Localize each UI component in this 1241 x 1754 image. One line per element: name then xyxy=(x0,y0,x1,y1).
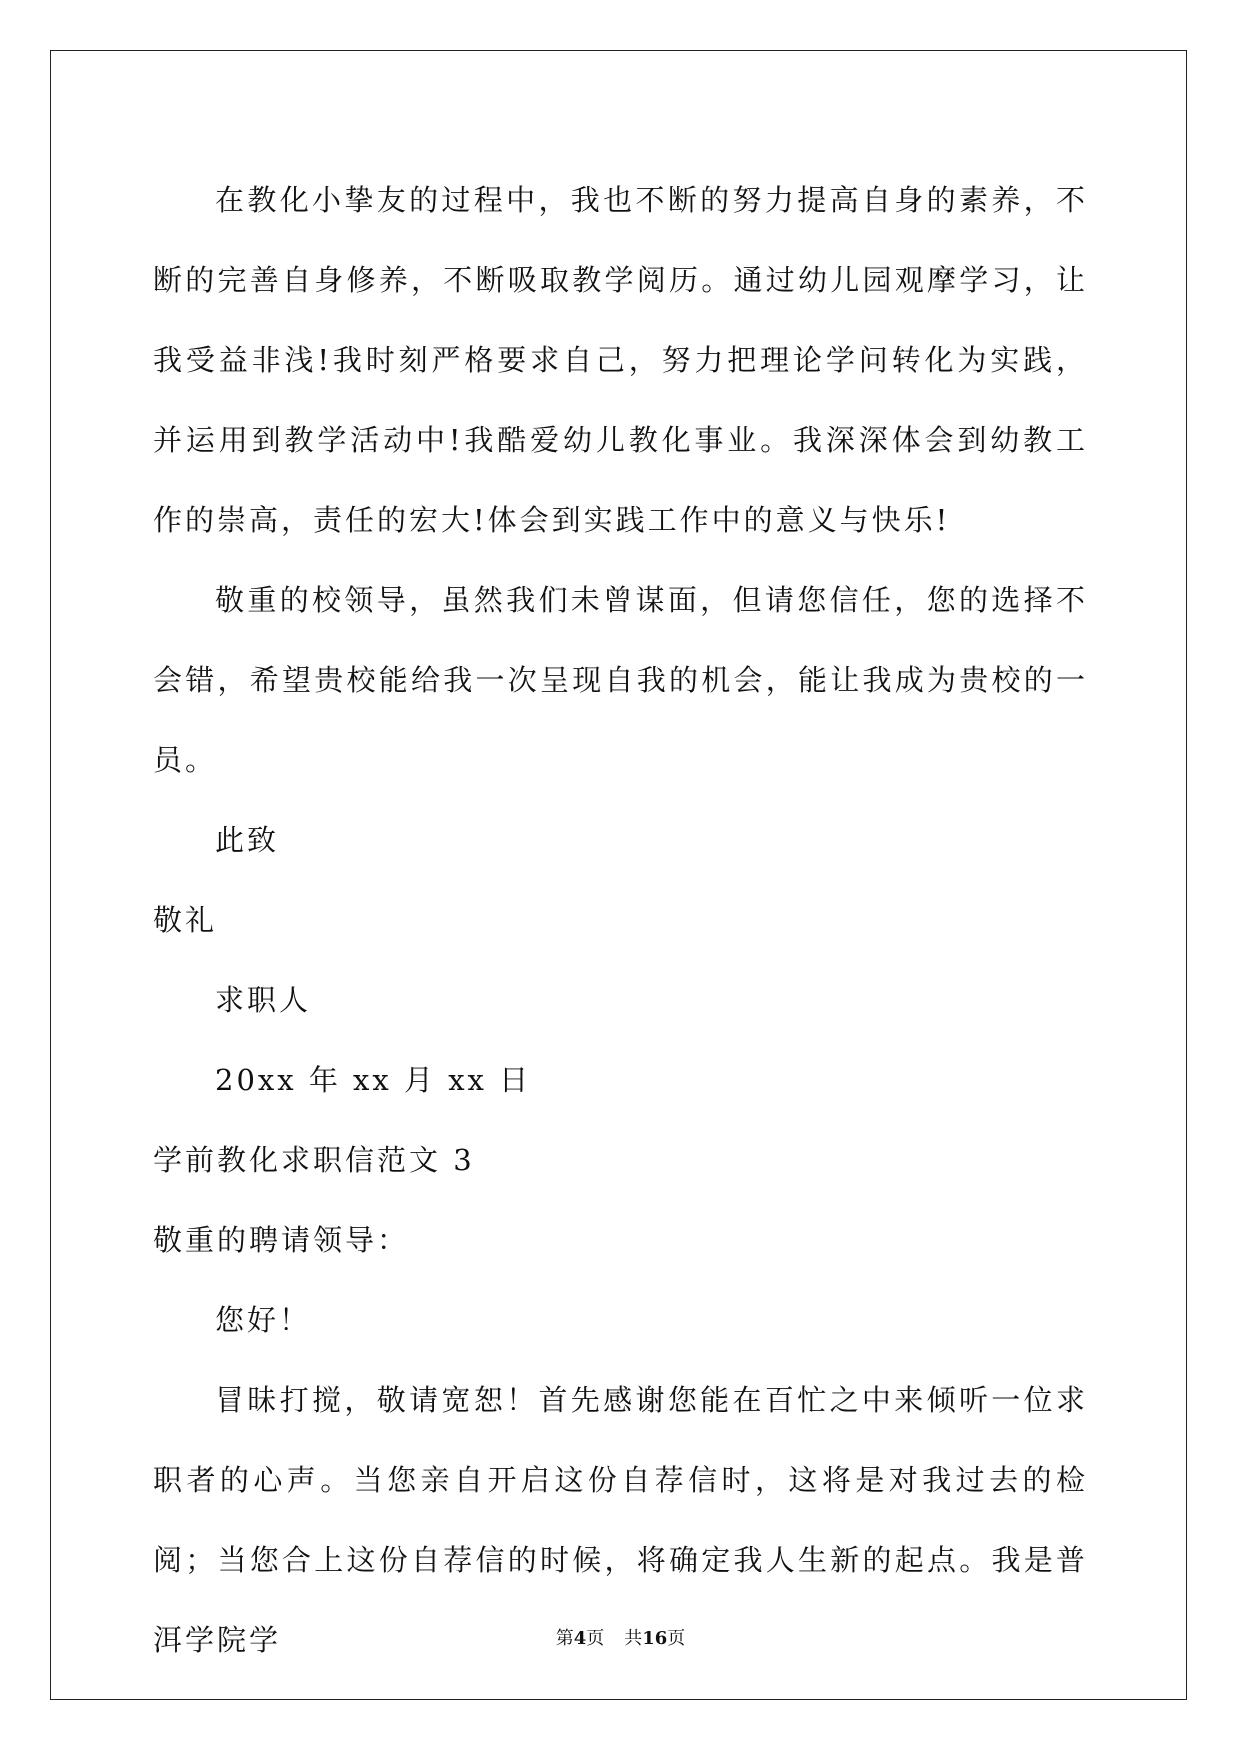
footer-total-suffix: 页 xyxy=(667,1628,686,1649)
paragraph-education-experience: 在教化小挚友的过程中，我也不断的努力提高自身的素养，不断的完善自身修养，不断吸取教学阅历。通过幼儿园观摩学习，让我受益非浅!我时刻严格要求自己，努力把理论学问转化为实践，并运用到教学活动中!我酷爱幼儿教化事业。我深深体会到幼教工作的崇高，责任的宏大!体会到实践工作中的意义与快乐! xyxy=(153,183,1088,537)
letter-greeting-recipient: 敬重的聘请领导： xyxy=(153,1223,410,1257)
section-heading: 学前教化求职信范文 3 xyxy=(153,1143,475,1177)
paragraph-introduction: 冒昧打搅，敬请宽恕！首先感谢您能在百忙之中来倾听一位求职者的心声。当您亲自开启这份自荐信时，这将是对我过去的检阅；当您合上这份自荐信的时候，将确定我人生新的起点。我是普洱学院学 xyxy=(153,1383,1088,1657)
footer-page-suffix: 页 xyxy=(586,1628,605,1649)
document-body xyxy=(153,160,1088,1680)
page-footer xyxy=(0,1627,1241,1651)
footer-total-pages: 16 xyxy=(642,1628,668,1649)
paragraph-closing-request: 敬重的校领导，虽然我们未曾谋面，但请您信任，您的选择不会错，希望贵校能给我一次呈现自我的机会，能让我成为贵校的一员。 xyxy=(153,583,1088,777)
letter-greeting-hello: 您好！ xyxy=(215,1303,312,1337)
salutation-cizhi: 此致 xyxy=(215,823,280,857)
footer-total-prefix: 共 xyxy=(624,1628,643,1649)
footer-page-number: 4 xyxy=(573,1628,587,1649)
salutation-jingli: 敬礼 xyxy=(153,903,218,937)
signature-applicant: 求职人 xyxy=(215,983,312,1017)
signature-date: 20xx 年 xx 月 xx 日 xyxy=(215,1063,532,1097)
footer-page-prefix: 第 xyxy=(555,1628,574,1649)
